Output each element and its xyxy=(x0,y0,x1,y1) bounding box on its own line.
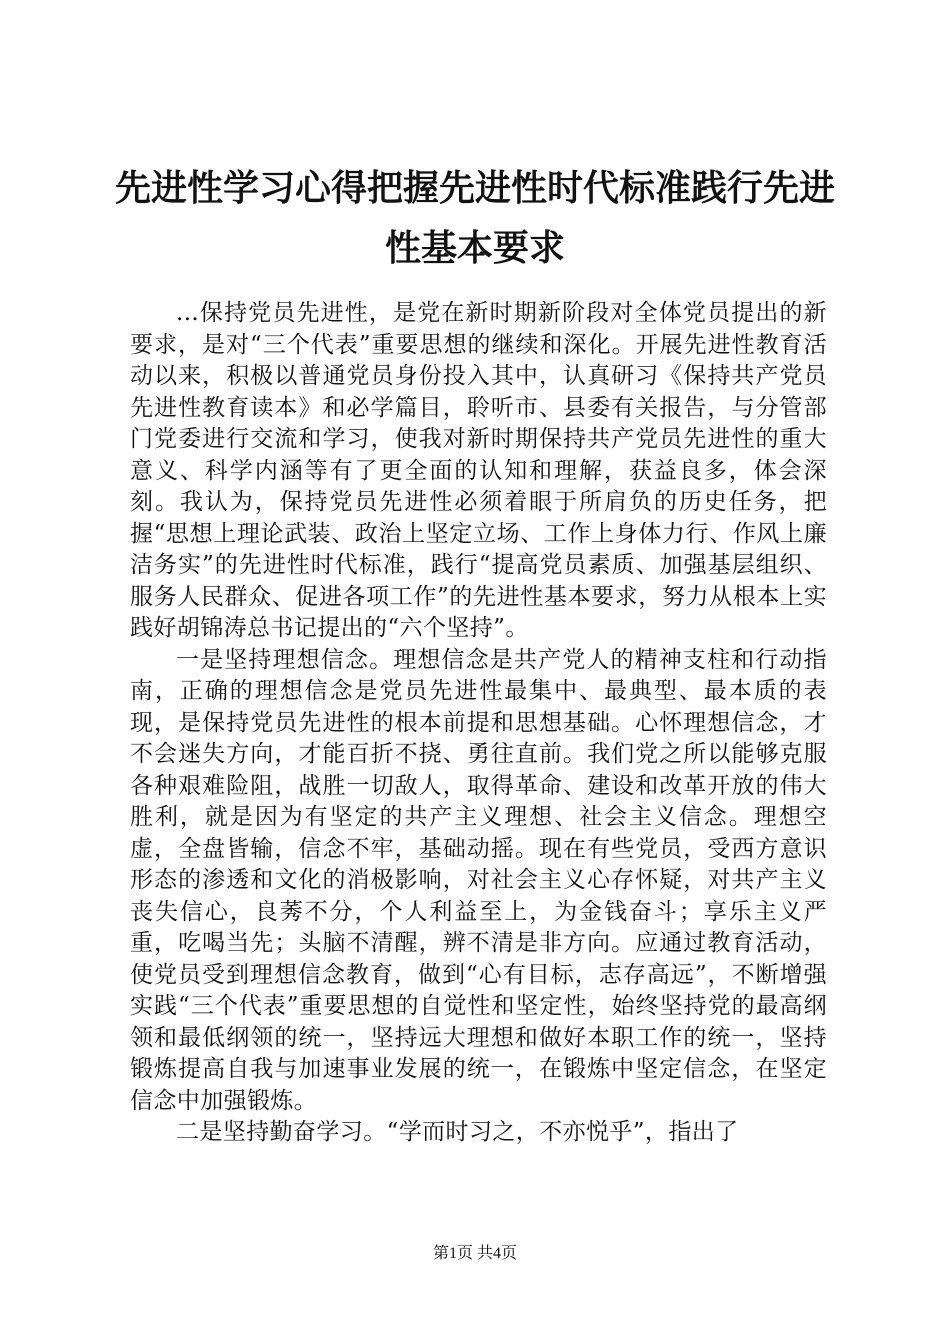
paragraph-ideals: 一是坚持理想信念。理想信念是共产党人的精神支柱和行动指南，正确的理想信念是党员先进性最集中、最典型、最本质的表现，是保持党员先进性的根本前提和思想基础。心怀理想信念，才不会迷失方向，才能百折不挠、勇往直前。我们党之所以能够克服各种艰难险阻，战胜一切敌人，取得革命、建设和改革开放的伟大胜利，就是因为有坚定的共产主义理想、社会主义信念。理想空虚，全盘皆输，信念不牢，基础动摇。现在有些党员，受西方意识形态的渗透和文化的消极影响，对社会主义心存怀疑，对共产主义丧失信心，良莠不分，个人利益至上，为金钱奋斗；享乐主义严重，吃喝当先；头脑不清醒，辨不清是非方向。应通过教育活动，使党员受到理想信念教育，做到“心有目标，志存高远”，不断增强实践“三个代表”重要思想的自觉性和坚定性，始终坚持党的最高纲领和最低纲领的统一，坚持远大理想和做好本职工作的统一，坚持锻炼提高自我与加速事业发展的统一，在锻炼中坚定信念，在坚定信念中加强锻炼。 xyxy=(130,646,827,1114)
page-footer: 第1页 共4页 xyxy=(432,1245,517,1262)
paragraph-intro: ...保持党员先进性，是党在新时期新阶段对全体党员提出的新要求，是对“三个代表”重要思想的继续和深化。开展先进性教育活动以来，积极以普通党员身份投入其中，认真研习《保持共产党员先进性教育读本》和必学篇目，聆听市、县委有关报告，与分管部门党委进行交流和学习，使我对新时期保持共产党员先进性的重大意义、科学内涵等有了更全面的认知和理解，获益良多，体会深刻。我认为，保持党员先进性必须着眼于所肩负的历史任务，把握“思想上理论武装、政治上坚定立场、工作上身体力行、作风上廉洁务实”的先进性时代标准，践行“提高党员素质、加强基层组织、服务人民群众、促进各项工作”的先进性基本要求，努力从根本上实践好胡锦涛总书记提出的“六个坚持”。 xyxy=(130,300,827,641)
document-title: 先进性学习心得把握先进性时代标准践行先进性基本要求 xyxy=(114,167,835,269)
document-body xyxy=(130,298,827,1149)
paragraph-study: 二是坚持勤奋学习。“学而时习之，不亦悦乎”，指出了 xyxy=(176,1119,739,1145)
